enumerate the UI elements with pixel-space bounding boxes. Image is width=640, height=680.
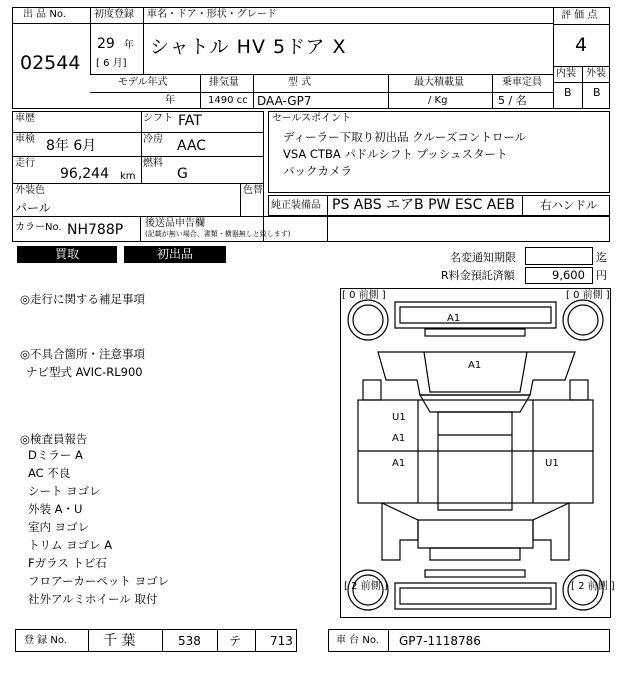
wheel-front-left bbox=[348, 300, 388, 340]
sales-point-line-3: バックカメラ bbox=[283, 164, 352, 178]
shift-label: シフト bbox=[143, 113, 173, 124]
rear-bumper-outline bbox=[395, 583, 556, 609]
mileage-value: 96,244 bbox=[60, 166, 109, 182]
meihen-unit: 迄 bbox=[596, 251, 607, 264]
defect-line: ナビ型式 AVIC-RL900 bbox=[26, 365, 143, 379]
hood-outline bbox=[378, 352, 575, 395]
corner-label-bottom-left: [ 2 前側 ] bbox=[344, 581, 388, 592]
model-label: 型 式 bbox=[288, 77, 312, 88]
inspector-line: Fガラス トビ石 bbox=[28, 556, 107, 570]
overall-grade: 4 bbox=[575, 34, 588, 56]
model-year-unit: 年 bbox=[165, 95, 175, 106]
mileage-unit: km bbox=[120, 171, 136, 182]
reg-kana: テ bbox=[229, 634, 242, 648]
driving-notes-title: ◎走行に関する補足事項 bbox=[20, 292, 146, 306]
capacity-label: 乗車定員 bbox=[502, 77, 542, 88]
inspector-line: シート ヨゴレ bbox=[28, 484, 101, 498]
color-no-label: カラーNo. bbox=[15, 222, 62, 233]
interior-label: 内装 bbox=[556, 68, 576, 79]
chassis-number: GP7-1118786 bbox=[399, 634, 481, 648]
reg-number: 713 bbox=[270, 634, 293, 648]
inspector-title: ◎検査員報告 bbox=[20, 432, 88, 446]
damage-mark: A1 bbox=[447, 313, 461, 324]
model-year-label: モデル年式 bbox=[118, 77, 168, 88]
reg-month: [ 6 月] bbox=[96, 58, 127, 69]
recycle-value: 9,600 bbox=[552, 268, 585, 282]
corner-label-top-right: [ 0 前側 ] bbox=[566, 290, 610, 301]
lot-number: 02544 bbox=[20, 52, 81, 74]
meihen-label: 名変通知期限 bbox=[450, 251, 516, 264]
corner-label-bottom-right: [ 2 前側 ] bbox=[571, 581, 615, 592]
inspector-line: トリム ヨゴレ A bbox=[28, 538, 113, 552]
displacement: 1490 cc bbox=[208, 95, 248, 106]
recycle-label: R料金預託済額 bbox=[441, 269, 515, 282]
damage-mark: A1 bbox=[392, 433, 406, 444]
inspection-label: 車検 bbox=[15, 134, 35, 145]
reg-year-unit: 年 bbox=[124, 40, 134, 51]
sales-point-label: セールスポイント bbox=[272, 113, 352, 124]
reg-label: 初度登録 bbox=[94, 9, 134, 20]
inspector-line: AC 不良 bbox=[28, 466, 71, 480]
interior-grade: B bbox=[564, 86, 572, 99]
reg-class-no: 538 bbox=[178, 634, 201, 648]
damage-mark: A1 bbox=[392, 458, 406, 469]
reg-no-label: 登 録 No. bbox=[24, 635, 67, 646]
capacity: 5 / 名 bbox=[498, 94, 527, 107]
wheel-front-right bbox=[563, 300, 603, 340]
equipment-label: 純正装備品 bbox=[271, 200, 321, 211]
grade-label: 評 価 点 bbox=[561, 10, 598, 21]
load-label: 最大積載量 bbox=[414, 77, 464, 88]
fuel-value: G bbox=[177, 166, 188, 182]
front-bumper-outline bbox=[395, 302, 556, 328]
damage-mark: U1 bbox=[392, 412, 406, 423]
first-listing-badge: 初出品 bbox=[124, 246, 226, 263]
ext-color-value: パール bbox=[15, 201, 51, 215]
sales-point-line-2: VSA CTBA パドルシフト プッシュスタート bbox=[283, 147, 508, 161]
aircon-label: 冷房 bbox=[143, 134, 163, 145]
defect-notes-title: ◎不具合箇所・注意事項 bbox=[20, 347, 146, 361]
docs-label: 後送品申告欄 bbox=[145, 218, 205, 229]
ext-color-label: 外装色 bbox=[15, 185, 45, 196]
exterior-label: 外装 bbox=[586, 68, 606, 79]
inspector-line: 外装 A・U bbox=[28, 502, 83, 516]
inspection-value: 8年 6月 bbox=[46, 138, 97, 154]
damage-mark: U1 bbox=[545, 458, 559, 469]
history-label: 車歴 bbox=[15, 113, 35, 124]
shift-value: FAT bbox=[178, 113, 202, 129]
car-name: シャトル HV 5ドア X bbox=[150, 36, 347, 58]
damage-mark: A1 bbox=[468, 360, 482, 371]
chassis-label: 車 台 No. bbox=[336, 635, 379, 646]
mileage-label: 走行 bbox=[15, 158, 35, 169]
equipment-items: PS ABS エアB PW ESC AEB bbox=[332, 197, 515, 213]
reg-year: 29 bbox=[97, 36, 115, 52]
sales-point-line-1: ディーラー下取り初出品 クルーズコントロール bbox=[283, 130, 527, 144]
inspector-line: フロアーカーペット ヨゴレ bbox=[28, 574, 170, 588]
aircon-value: AAC bbox=[177, 138, 207, 154]
inspector-line: 室内 ヨゴレ bbox=[28, 520, 90, 534]
model-code: DAA-GP7 bbox=[257, 94, 312, 108]
load-value: / Kg bbox=[428, 95, 448, 106]
corner-label-top-left: [ 0 前側 ] bbox=[342, 290, 386, 301]
car-name-label: 車名・ドア・形状・グレード bbox=[147, 9, 277, 20]
fuel-label: 燃料 bbox=[143, 158, 163, 169]
inspector-line: Dミラー A bbox=[28, 448, 83, 462]
inspector-line: 社外アルミホイール 取付 bbox=[28, 592, 158, 606]
color-change-label: 色替 bbox=[243, 185, 263, 196]
docs-note: (記載が無い場合、書類・横器無しと致します) bbox=[145, 230, 291, 238]
lot-label: 出 品 No. bbox=[23, 9, 66, 20]
exterior-grade: B bbox=[593, 86, 601, 99]
recycle-unit: 円 bbox=[596, 269, 607, 282]
color-no-value: NH788P bbox=[67, 222, 124, 238]
reg-region: 千 葉 bbox=[103, 633, 136, 649]
displacement-label: 排気量 bbox=[209, 77, 239, 88]
steering: 右ハンドル bbox=[540, 198, 598, 212]
buy-badge: 買取 bbox=[17, 246, 117, 263]
